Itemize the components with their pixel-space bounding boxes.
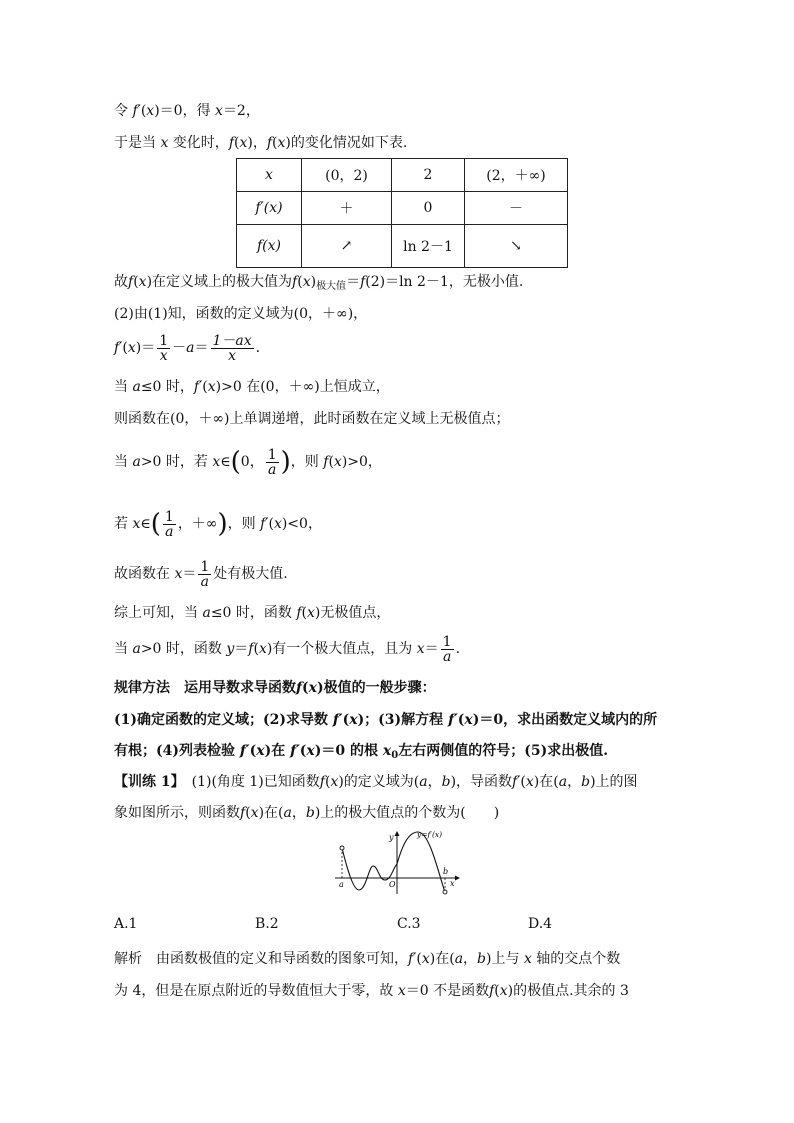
subscript: 极大值 xyxy=(316,281,347,292)
text: 象如图所示，则函数 xyxy=(114,805,240,821)
text: 变化时， xyxy=(168,135,229,151)
text: (2)由(1)知，函数的定义域为(0，＋∞)， xyxy=(114,306,368,322)
text: ， xyxy=(463,951,478,967)
text: ( xyxy=(202,379,208,395)
text: f xyxy=(360,274,366,290)
text: )上的极大值点的个数为( ) xyxy=(314,805,500,821)
text: ( xyxy=(268,516,274,532)
table-cell: － xyxy=(465,192,568,225)
text: 解析 由函数极值的定义和导函数的图象可知， xyxy=(114,951,408,967)
text: f xyxy=(296,605,302,621)
text: x xyxy=(207,379,216,395)
line-case-a-le-0 xyxy=(114,377,390,397)
text: x xyxy=(397,983,406,999)
fraction xyxy=(157,334,170,363)
text: )>0， xyxy=(341,454,382,470)
table-header-row xyxy=(237,159,568,192)
text: x xyxy=(525,774,534,790)
text: )＝0，求出函数定义域内的所 xyxy=(472,712,658,728)
text: f xyxy=(248,641,254,657)
derivative-graph xyxy=(333,828,463,898)
text: a xyxy=(419,774,428,790)
text: x xyxy=(523,951,532,967)
line-max-value xyxy=(114,272,523,297)
text: x xyxy=(146,103,155,119)
text: ( xyxy=(133,274,139,290)
text: f′ xyxy=(408,951,417,967)
text: 故函数在 xyxy=(114,566,175,582)
text: ( xyxy=(122,340,128,356)
text: )<0， xyxy=(281,516,322,532)
fraction xyxy=(198,560,211,589)
fraction xyxy=(211,334,254,363)
text: ， xyxy=(427,774,442,790)
text: (1)(角度 1)已知函数 xyxy=(177,774,320,790)
denominator: a xyxy=(165,523,174,540)
text: x xyxy=(127,340,136,356)
text: f xyxy=(128,274,134,290)
text: f xyxy=(266,135,273,151)
line-critical-point xyxy=(114,101,260,121)
a-label: a xyxy=(339,880,344,889)
text: 若 xyxy=(114,516,133,532)
text: ( xyxy=(253,641,259,657)
line-case-a-gt-0 xyxy=(114,440,382,484)
text: )在( xyxy=(258,805,284,821)
text: － xyxy=(172,340,187,356)
text: a xyxy=(132,641,141,657)
text: ∈ xyxy=(220,454,231,470)
table-cell: ＋ xyxy=(302,192,392,225)
text: ( xyxy=(299,743,307,759)
line-table-intro xyxy=(114,133,407,153)
text: )的极值点.其余的 3 xyxy=(507,983,629,999)
origin-label: O xyxy=(389,880,396,889)
text: x xyxy=(308,680,318,696)
line-increasing xyxy=(114,409,510,429)
text: x xyxy=(307,605,315,621)
text: ( xyxy=(342,712,350,728)
text: )极值的一般步骤： xyxy=(317,680,436,696)
text: x xyxy=(382,743,392,759)
text: ＝ xyxy=(346,274,361,290)
decreasing-arrow-icon: ↘ xyxy=(465,225,568,268)
text: f xyxy=(228,135,234,151)
table-row xyxy=(237,192,568,225)
text: 规律方法 运用导数求导函数 xyxy=(114,680,296,696)
text: ＝ xyxy=(234,641,249,657)
line-method-heading xyxy=(114,678,436,698)
line-max-at xyxy=(114,556,288,592)
line-analysis-1 xyxy=(114,949,620,969)
text: ， xyxy=(567,774,582,790)
text: x xyxy=(239,135,248,151)
option-c[interactable]: C.3 xyxy=(397,916,421,932)
text: f xyxy=(296,680,303,696)
x-axis-label: x xyxy=(450,879,455,888)
text: x xyxy=(302,274,311,290)
text: f′ xyxy=(332,712,343,728)
text: ( xyxy=(457,712,465,728)
text: ，则 xyxy=(227,516,261,532)
text: )的变化情况如下表. xyxy=(285,135,408,151)
curve-label: y=f′(x) xyxy=(417,830,443,839)
numerator: 1 xyxy=(442,633,452,650)
text: x xyxy=(138,274,147,290)
text: f′ xyxy=(512,774,521,790)
text: )的定义域为( xyxy=(338,774,420,790)
exercise-label: 【训练 1】 xyxy=(114,774,178,790)
text: x xyxy=(349,712,358,728)
text: )在( xyxy=(429,951,455,967)
text: ( xyxy=(230,447,241,477)
fraction xyxy=(441,635,454,664)
text: b xyxy=(581,774,591,790)
text: a xyxy=(132,379,141,395)
option-b[interactable]: B.2 xyxy=(255,916,279,932)
text: ( xyxy=(301,605,308,621)
text: ( xyxy=(297,274,303,290)
text: ( xyxy=(245,805,251,821)
text: b xyxy=(441,774,451,790)
text: a xyxy=(202,605,211,621)
denominator: a xyxy=(268,461,277,478)
text: ( xyxy=(494,983,500,999)
text: x xyxy=(132,516,141,532)
text: ＝2， xyxy=(222,103,260,119)
text: )＝0 的根 xyxy=(314,743,383,759)
y-axis-label: y xyxy=(389,833,394,842)
text: f′ xyxy=(290,743,300,759)
text: >0 时，若 xyxy=(140,454,213,470)
text: a xyxy=(454,951,464,967)
text: )＝0，得 xyxy=(154,103,216,119)
text: a xyxy=(186,340,195,356)
line-summary-2 xyxy=(114,630,460,668)
text: ( xyxy=(272,135,278,151)
line-method-steps-1 xyxy=(114,710,657,730)
answer-options xyxy=(114,916,674,936)
text: )>0 在(0，＋∞)上恒成立， xyxy=(215,379,390,395)
text: ( xyxy=(150,509,161,539)
text: x xyxy=(258,641,267,657)
text: ( xyxy=(324,774,331,790)
text: ( xyxy=(249,743,257,759)
text: f′ xyxy=(132,103,141,119)
text: f′ xyxy=(260,516,269,532)
table-header-cell: (0，2) xyxy=(302,159,392,192)
text: 当 xyxy=(114,641,133,657)
table-row xyxy=(237,225,568,268)
text: x xyxy=(306,743,315,759)
text: 0， xyxy=(240,454,264,470)
text: 左右两侧值的符号；(5)求出极值. xyxy=(398,743,609,759)
text: ) xyxy=(280,447,291,477)
subscript: 0 xyxy=(391,750,399,761)
line-derivative xyxy=(114,330,260,366)
text: ( xyxy=(520,774,526,790)
text: f xyxy=(323,454,329,470)
denominator: a xyxy=(200,573,209,590)
variation-table xyxy=(236,158,568,268)
line-part2-domain xyxy=(114,304,367,324)
text: f xyxy=(240,805,246,821)
numerator: 1－ax xyxy=(212,332,252,349)
text: )在定义域上的极大值为 xyxy=(146,274,293,290)
line-exercise-2 xyxy=(114,803,499,823)
text: 故 xyxy=(114,274,128,290)
text: (2)＝ln 2－1，无极小值. xyxy=(365,274,524,290)
line-method-steps-2 xyxy=(114,741,608,766)
text: (1)确定函数的定义域；(2)求导数 xyxy=(114,712,333,728)
line-decreasing-interval xyxy=(114,502,322,546)
text: )；(3)解方程 xyxy=(357,712,449,728)
fraction xyxy=(163,510,176,539)
text: )上与 xyxy=(486,951,524,967)
text: ( xyxy=(140,103,147,119)
table-cell: f′(x) xyxy=(237,192,302,225)
text: ) xyxy=(217,509,228,539)
denominator: x xyxy=(228,347,237,364)
table-cell: ln 2－1 xyxy=(392,225,465,268)
text: f′ xyxy=(239,743,250,759)
text: ，则 xyxy=(290,454,324,470)
text: 令 xyxy=(114,103,133,119)
numerator: 1 xyxy=(159,332,169,349)
text: >0 时，函数 xyxy=(140,641,227,657)
b-label: b xyxy=(443,867,449,876)
increasing-arrow-icon: ↗ xyxy=(302,225,392,268)
text: x xyxy=(160,135,169,151)
text: ≤0 时， xyxy=(140,379,194,395)
text: a xyxy=(132,454,141,470)
table-cell: f(x) xyxy=(237,225,302,268)
text: ＝ xyxy=(182,566,197,582)
denominator: x xyxy=(159,347,168,364)
text: 为 4，但是在原点附近的导数值恒大于零，故 xyxy=(114,983,398,999)
text: x xyxy=(499,983,508,999)
text: )在( xyxy=(533,774,559,790)
text: x xyxy=(174,566,183,582)
line-analysis-2 xyxy=(114,981,629,1001)
text: x xyxy=(273,516,282,532)
text: ( xyxy=(328,454,334,470)
text: 当 xyxy=(114,379,133,395)
text: 当 xyxy=(114,454,133,470)
text: 轴的交点个数 xyxy=(531,951,621,967)
text: )有一个极大值点，且为 xyxy=(266,641,417,657)
text: )＝ xyxy=(135,340,156,356)
text: f′ xyxy=(114,340,123,356)
text: )在 xyxy=(264,743,291,759)
text: x xyxy=(416,641,425,657)
fraction xyxy=(266,448,279,477)
text: )，导函数 xyxy=(450,774,513,790)
text: x xyxy=(421,951,430,967)
numerator: 1 xyxy=(200,558,210,575)
text: ) xyxy=(310,274,317,290)
numerator: 1 xyxy=(267,446,277,463)
text: f xyxy=(319,774,325,790)
option-d[interactable]: D.4 xyxy=(528,916,553,932)
text: )上的图 xyxy=(590,774,638,790)
x-axis-arrow xyxy=(455,876,460,881)
text: ≤0 时，函数 xyxy=(210,605,297,621)
numerator: 1 xyxy=(164,508,174,525)
text: x xyxy=(212,454,221,470)
text: 有根；(4)列表检验 xyxy=(114,743,240,759)
text: x xyxy=(330,774,339,790)
text: a xyxy=(558,774,568,790)
text: x xyxy=(277,135,286,151)
option-a[interactable]: A.1 xyxy=(114,916,138,932)
line-summary xyxy=(114,603,390,623)
text: f′ xyxy=(193,379,203,395)
y-axis-arrow xyxy=(395,831,400,836)
text: )， xyxy=(247,135,267,151)
text: 则函数在(0，＋∞)上单调递增，此时函数在定义域上无极值点； xyxy=(114,411,510,427)
text: b xyxy=(477,951,487,967)
text: ( xyxy=(302,680,309,696)
text: ∈ xyxy=(140,516,151,532)
text: ＝0 不是函数 xyxy=(405,983,490,999)
text: . xyxy=(455,641,461,657)
text: f xyxy=(489,983,495,999)
open-endpoint-b xyxy=(443,890,447,894)
text: f xyxy=(292,274,298,290)
text: y xyxy=(226,641,235,657)
text: x xyxy=(215,103,223,119)
table-header-cell: (2，＋∞) xyxy=(465,159,568,192)
table-cell: 0 xyxy=(392,192,465,225)
table-header-cell: x xyxy=(237,159,302,192)
text: 处有极大值. xyxy=(213,566,288,582)
text: a xyxy=(283,805,292,821)
text: x xyxy=(333,454,342,470)
text: b xyxy=(305,805,315,821)
denominator: a xyxy=(442,648,452,665)
text: x xyxy=(256,743,265,759)
text: x xyxy=(464,712,473,728)
text: x xyxy=(250,805,259,821)
text: ，＋∞ xyxy=(177,516,218,532)
text: ＝ xyxy=(194,340,209,356)
text: ， xyxy=(291,805,306,821)
text: 综上可知，当 xyxy=(114,605,203,621)
text: ( xyxy=(416,951,422,967)
text: f′ xyxy=(448,712,458,728)
text: . xyxy=(255,340,261,356)
open-endpoint-a xyxy=(340,846,344,850)
text: ＝ xyxy=(424,641,439,657)
line-exercise-1 xyxy=(114,772,638,792)
text: 于是当 xyxy=(114,135,161,151)
text: )无极值点， xyxy=(314,605,391,621)
table-header-cell: 2 xyxy=(392,159,465,192)
text: ( xyxy=(234,135,240,151)
